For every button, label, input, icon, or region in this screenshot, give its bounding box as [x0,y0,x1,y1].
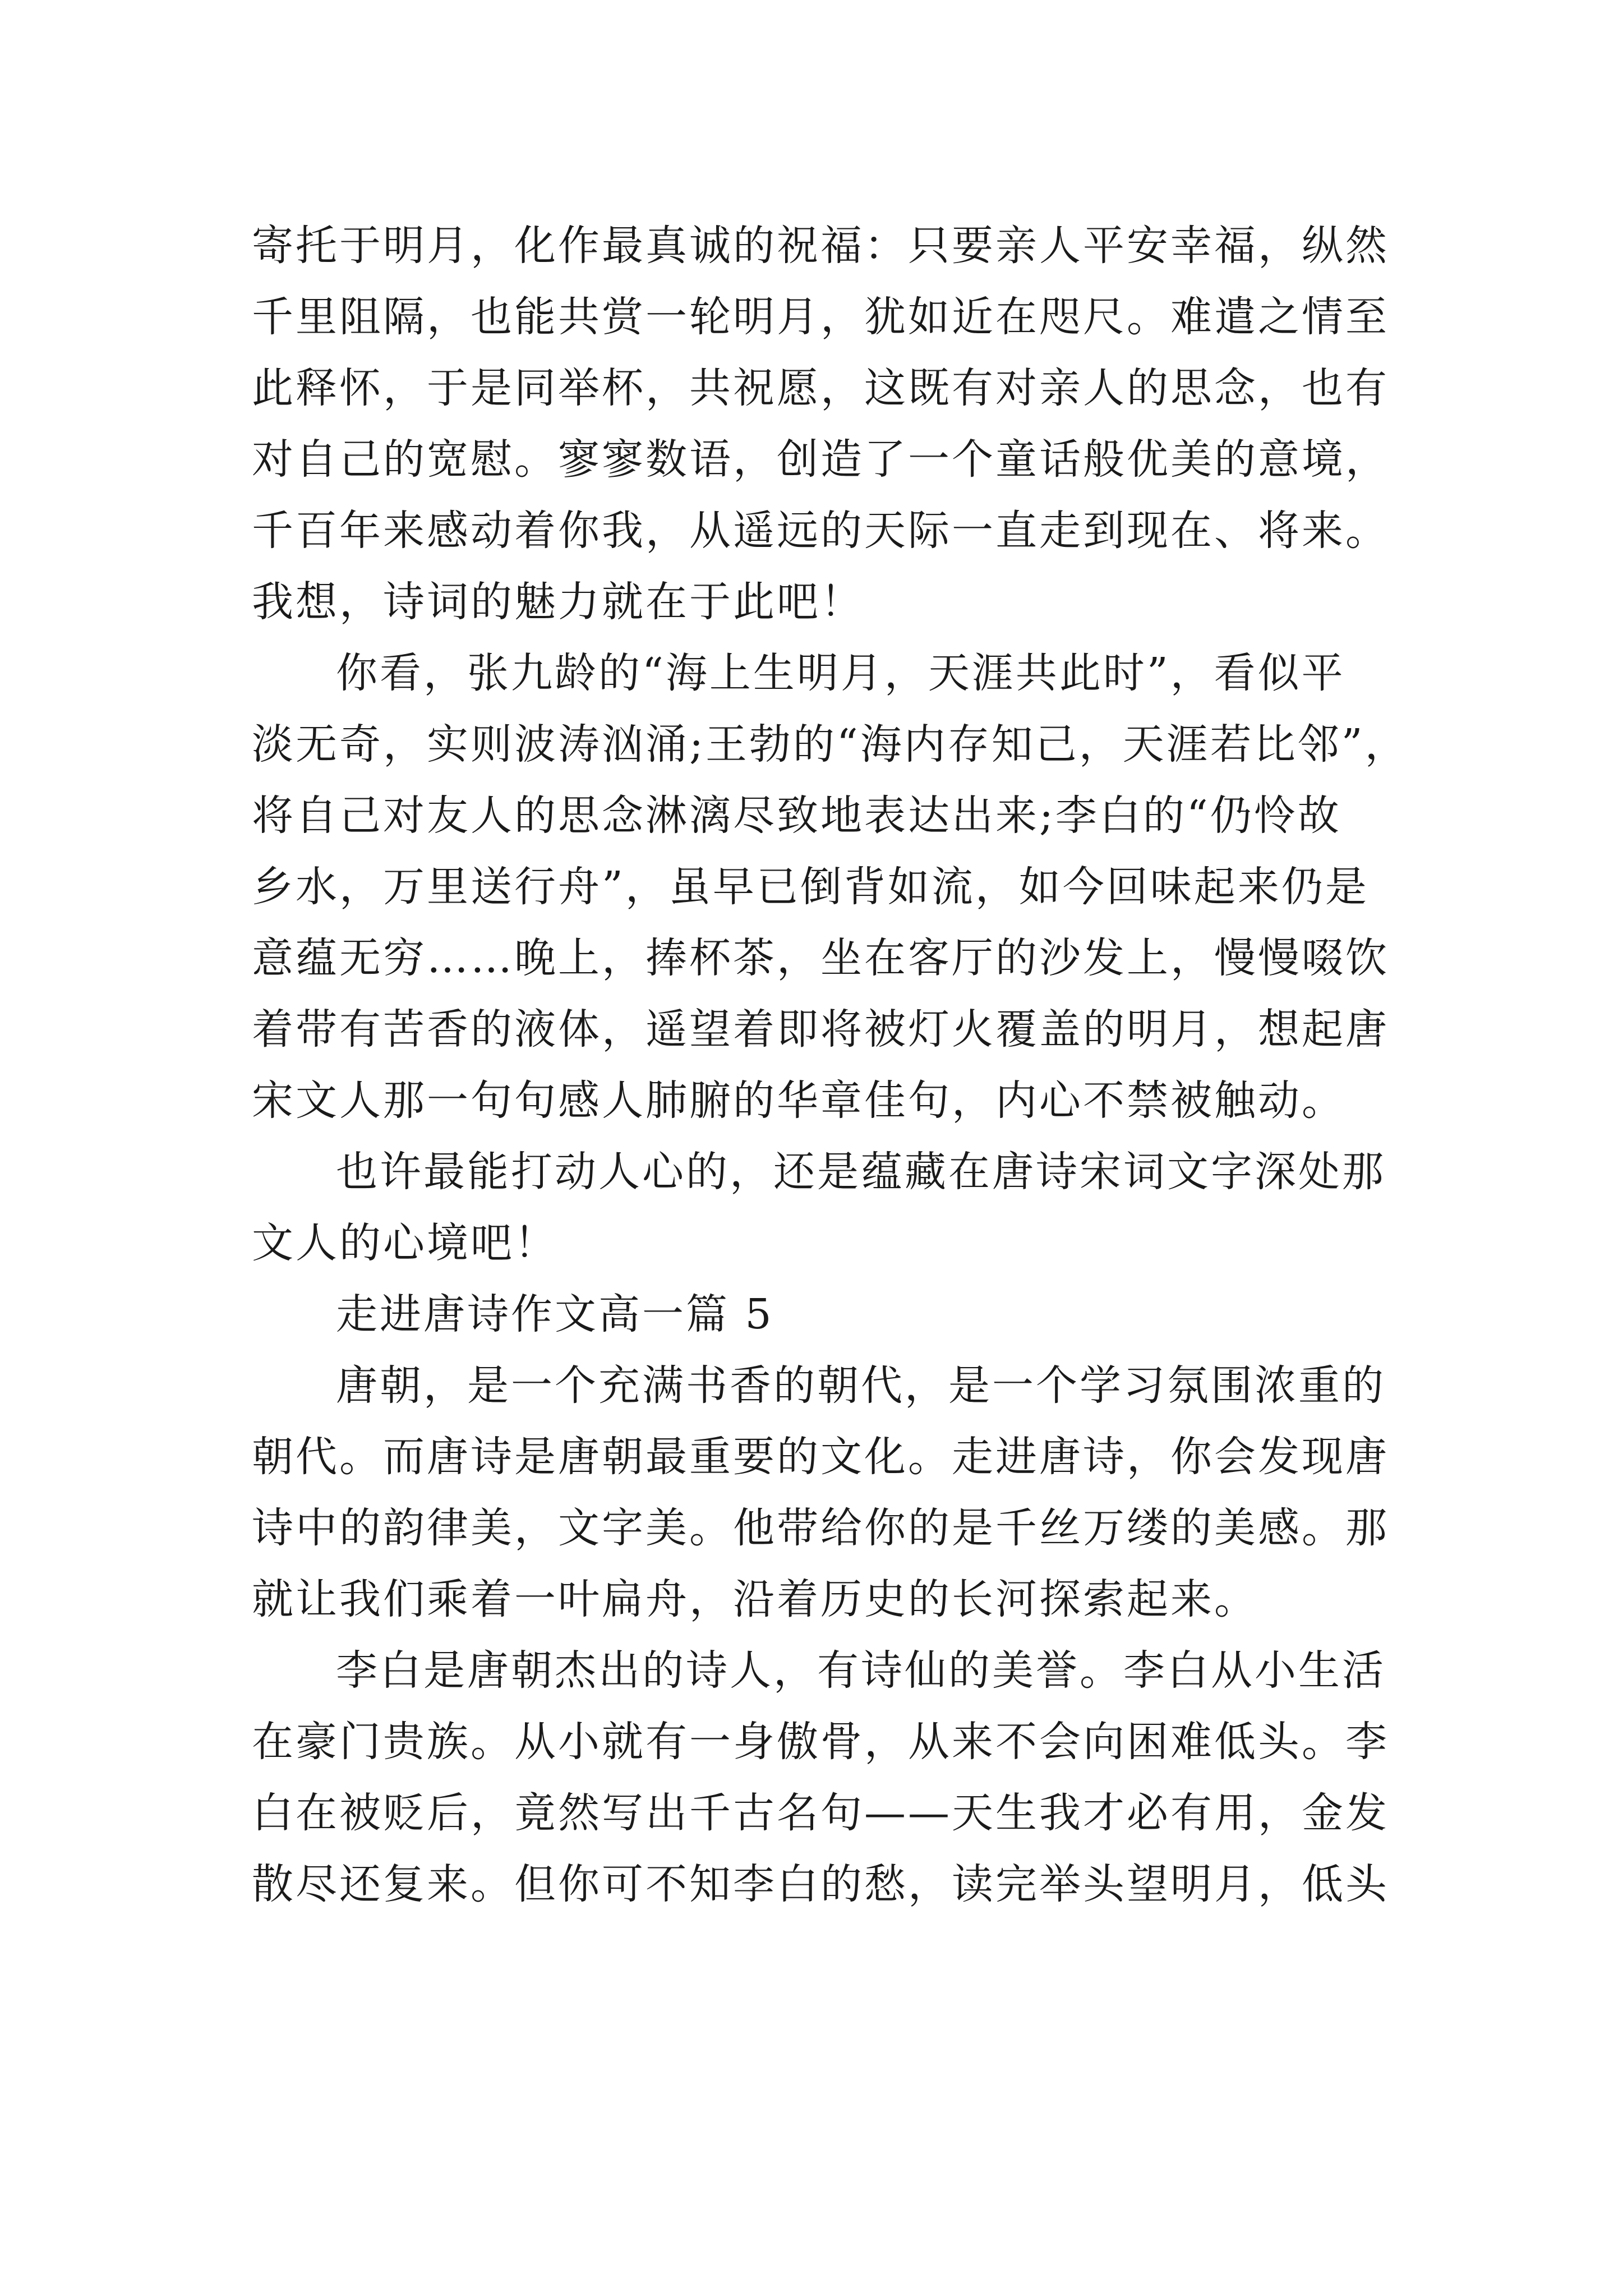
paragraph-start-line: 也许最能打动人心的，还是蕴藏在唐诗宋词文字深处那 [336,1148,1386,1196]
text-line: 散尽还复来。但你可不知李白的愁，读完举头望明月，低头 [252,1860,1389,1908]
text-line: 乡水，万里送行舟”，虽早已倒背如流，如今回味起来仍是 [252,863,1369,911]
text-line: 千里阻隔，也能共赏一轮明月，犹如近在咫尺。难遣之情至 [252,293,1389,341]
paragraph-start-line: 唐朝，是一个充满书香的朝代，是一个学习氛围浓重的 [336,1361,1386,1410]
text-line: 此释怀，于是同举杯，共祝愿，这既有对亲人的思念，也有 [252,364,1389,412]
text-line: 诗中的韵律美，文字美。他带给你的是千丝万缕的美感。那 [252,1504,1389,1552]
text-line: 将自己对友人的思念淋漓尽致地表达出来;李白的“仍怜故 [252,792,1341,840]
text-line: 意蕴无穷……晚上，捧杯茶，坐在客厅的沙发上，慢慢啜饮 [252,934,1389,982]
text-line: 淡无奇，实则波涛汹涌;王勃的“海内存知己，天涯若比邻”， [252,720,1409,769]
text-line: 白在被贬后，竟然写出千古名句——天生我才必有用，金发 [252,1789,1389,1837]
text-line: 文人的心境吧！ [252,1219,558,1267]
paragraph-start-line: 你看，张九龄的“海上生明月，天涯共此时”，看似平 [336,649,1345,697]
document-body [252,210,1409,1920]
section-heading: 走进唐诗作文高一篇 5 [336,1290,774,1338]
text-line: 朝代。而唐诗是唐朝最重要的文化。走进唐诗，你会发现唐 [252,1433,1389,1481]
text-line: 宋文人那一句句感人肺腑的华章佳句，内心不禁被触动。 [252,1076,1345,1125]
text-line: 对自己的宽慰。寥寥数语，创造了一个童话般优美的意境， [252,435,1389,484]
text-line: 在豪门贵族。从小就有一身傲骨，从来不会向困难低头。李 [252,1718,1389,1766]
text-line: 我想，诗词的魅力就在于此吧！ [252,578,864,626]
paragraph-start-line: 李白是唐朝杰出的诗人，有诗仙的美誉。李白从小生活 [336,1646,1386,1695]
text-line: 千百年来感动着你我，从遥远的天际一直走到现在、将来。 [252,507,1389,555]
text-line: 就让我们乘着一叶扁舟，沿着历史的长河探索起来。 [252,1575,1258,1623]
text-line: 寄托于明月，化作最真诚的祝福：只要亲人平安幸福，纵然 [252,222,1389,270]
text-line: 着带有苦香的液体，遥望着即将被灯火覆盖的明月，想起唐 [252,1005,1389,1053]
